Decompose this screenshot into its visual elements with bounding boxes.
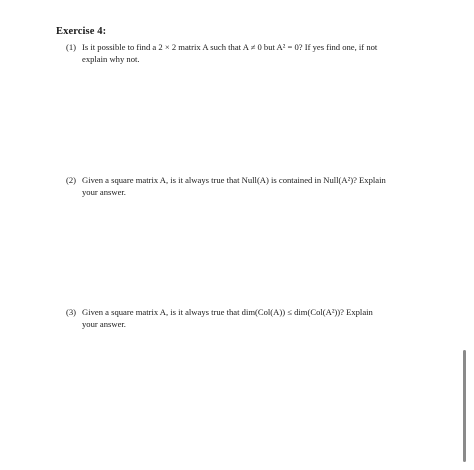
question-3-line-1: Given a square matrix A, is it always true that dim(Col(A)) ≤ dim(Col(A²))? Explain: [82, 307, 373, 317]
question-2-line-2: your answer.: [82, 187, 126, 197]
question-2-number: (2): [66, 175, 77, 185]
question-2: [66, 174, 426, 198]
question-3-number: (3): [66, 307, 77, 317]
exercise-title: Exercise 4:: [56, 26, 107, 37]
question-3: [66, 306, 426, 330]
question-2-line-1: Given a square matrix A, is it always true that Null(A) is contained in Null(A²)? Explain: [82, 175, 386, 185]
question-1-line-1: Is it possible to find a 2 × 2 matrix A such that A ≠ 0 but A² = 0? If yes find one, if not: [82, 42, 378, 52]
vertical-scrollbar[interactable]: [463, 350, 466, 462]
question-1-line-2: explain why not.: [82, 54, 140, 64]
question-1-number: (1): [66, 42, 77, 52]
question-3-line-2: your answer.: [82, 319, 126, 329]
question-1: [66, 41, 426, 65]
